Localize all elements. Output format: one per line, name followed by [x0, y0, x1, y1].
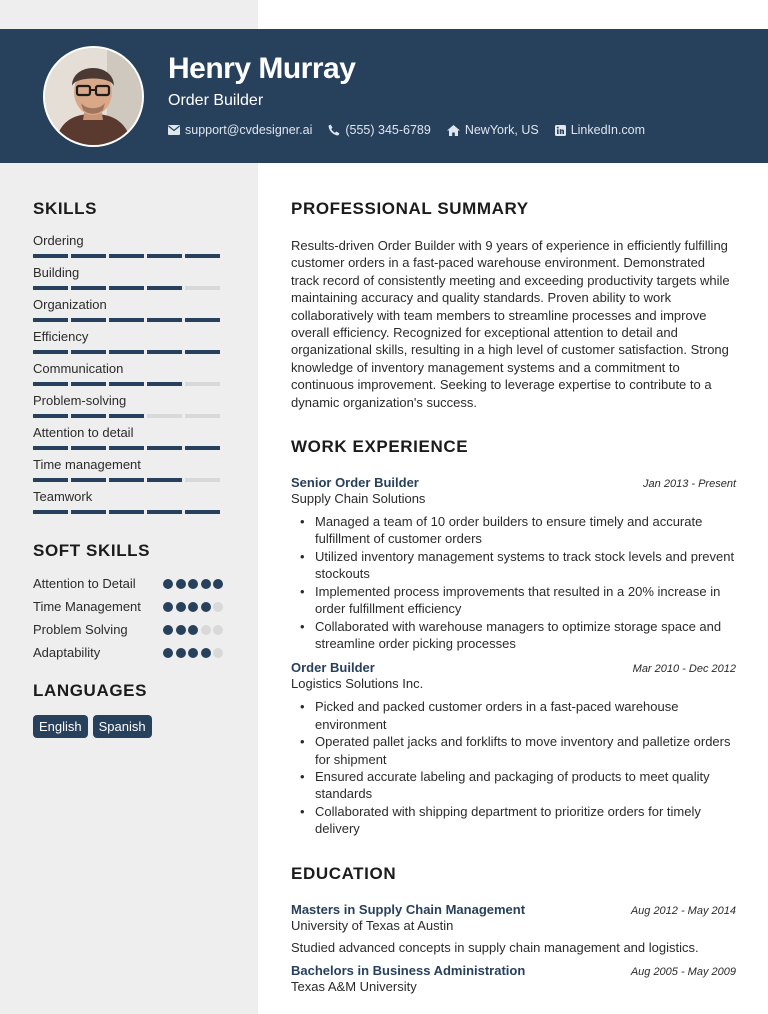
soft-skills-section: [33, 541, 223, 661]
phone-icon: [328, 124, 340, 136]
rating-dot: [213, 579, 223, 589]
skill-level-bar: [33, 254, 223, 258]
sidebar: [33, 199, 223, 738]
rating-dot: [188, 648, 198, 658]
education-entry: [291, 902, 736, 955]
skill-level-segment: [33, 478, 68, 482]
skill-level-segment: [147, 286, 182, 290]
skill-level-segment: [147, 318, 182, 322]
education-entry: [291, 963, 736, 994]
skill-level-segment: [33, 510, 68, 514]
rating-dot: [213, 648, 223, 658]
contact-phone[interactable]: [328, 123, 430, 137]
rating-dot: [176, 602, 186, 612]
experience-heading: WORK EXPERIENCE: [291, 437, 469, 457]
rating-dot: [201, 625, 211, 635]
soft-skill-rating: [161, 579, 224, 589]
contact-bar: [168, 123, 661, 137]
skill-level-segment: [185, 254, 220, 258]
profile-photo: [43, 46, 144, 147]
skill-level-segment: [33, 286, 68, 290]
languages-list: [33, 715, 223, 738]
job-bullet: • Picked and packed customer orders in a fast-paced warehouse environment: [315, 698, 736, 733]
skill-level-segment: [109, 382, 144, 386]
skill-name: Problem-solving: [33, 393, 127, 408]
skill-level-segment: [71, 382, 106, 386]
soft-skill-rating: [161, 625, 224, 635]
skill-name: Teamwork: [33, 489, 93, 504]
skill-level-segment: [33, 382, 68, 386]
soft-skill-item: [33, 598, 223, 615]
skill-level-segment: [71, 350, 106, 354]
skill-level-bar: [33, 446, 223, 450]
skill-level-segment: [185, 446, 220, 450]
skill-level-segment: [147, 382, 182, 386]
soft-skill-name: Time Management: [33, 599, 141, 614]
language-badge: English: [33, 715, 88, 738]
rating-dot: [176, 579, 186, 589]
linkedin-icon: [555, 125, 566, 136]
education-header: [291, 902, 736, 917]
soft-skill-rating: [161, 648, 224, 658]
education-section: [291, 864, 736, 994]
rating-dot: [213, 602, 223, 612]
skill-level-segment: [71, 510, 106, 514]
skill-level-segment: [185, 350, 220, 354]
education-header: [291, 963, 736, 978]
skill-level-segment: [109, 350, 144, 354]
job-bullet: • Managed a team of 10 order builders to ensure timely and accurate fulfillment of customer orders: [315, 513, 736, 548]
skill-level-segment: [185, 318, 220, 322]
skills-heading: SKILLS: [33, 199, 98, 218]
skill-level-segment: [71, 318, 106, 322]
soft-skill-name: Adaptability: [33, 645, 101, 660]
contact-location: [447, 123, 539, 137]
rating-dot: [176, 625, 186, 635]
skill-item: [33, 361, 223, 393]
candidate-name: Henry Murray: [168, 52, 356, 85]
soft-skills-heading: SOFT SKILLS: [33, 541, 151, 560]
job-bullet: • Collaborated with shipping department to prioritize orders for timely delivery: [315, 803, 736, 838]
education-date: Aug 2005 - May 2009: [630, 965, 736, 978]
contact-linkedin-text: LinkedIn.com: [570, 123, 646, 137]
skill-level-segment: [109, 510, 144, 514]
skill-item: [33, 233, 223, 265]
skill-level-segment: [71, 414, 106, 418]
soft-skills-list: [33, 575, 223, 661]
job-bullets: [291, 698, 736, 837]
job-title: Order Builder: [291, 660, 375, 676]
rating-dot: [213, 625, 223, 635]
education-description: Studied advanced concepts in supply chain management and logistics.: [291, 939, 699, 955]
skill-level-segment: [109, 478, 144, 482]
rating-dot: [163, 602, 173, 612]
language-badge: Spanish: [93, 715, 152, 738]
skill-level-bar: [33, 350, 223, 354]
job-bullets: [291, 513, 736, 652]
skill-level-bar: [33, 318, 223, 322]
skill-level-bar: [33, 286, 223, 290]
education-date: Aug 2012 - May 2014: [630, 904, 736, 917]
skill-name: Time management: [33, 457, 141, 472]
skill-level-segment: [71, 478, 106, 482]
skills-list: [33, 233, 223, 521]
skill-level-segment: [147, 254, 182, 258]
jobs-list: [291, 475, 736, 838]
soft-skill-name: Attention to Detail: [33, 576, 136, 591]
skill-level-segment: [33, 350, 68, 354]
summary-heading: PROFESSIONAL SUMMARY: [291, 199, 529, 218]
skill-level-segment: [185, 510, 220, 514]
soft-skill-item: [33, 621, 223, 638]
contact-linkedin[interactable]: [555, 123, 645, 137]
skill-level-segment: [147, 478, 182, 482]
soft-skill-item: [33, 575, 223, 592]
skill-level-segment: [185, 414, 220, 418]
education-heading: EDUCATION: [291, 863, 397, 883]
job-date: Mar 2010 - Dec 2012: [632, 663, 736, 676]
skill-level-segment: [33, 446, 68, 450]
skill-level-segment: [71, 254, 106, 258]
skill-level-segment: [147, 446, 182, 450]
education-list: [291, 902, 736, 994]
skill-item: [33, 489, 223, 521]
main-content: [291, 199, 736, 1002]
education-degree: Bachelors in Business Administration: [291, 962, 526, 978]
languages-section: [33, 681, 223, 738]
skill-level-segment: [109, 414, 144, 418]
contact-phone-text: (555) 345-6789: [345, 123, 431, 137]
skill-level-segment: [33, 414, 68, 418]
job-bullet: • Operated pallet jacks and forklifts to move inventory and palletize orders for shipment: [315, 733, 736, 768]
education-school: University of Texas at Austin: [291, 917, 454, 933]
soft-skill-name: Problem Solving: [33, 622, 128, 637]
skill-item: [33, 425, 223, 457]
skill-item: [33, 329, 223, 361]
skill-name: Ordering: [33, 233, 84, 248]
job-entry: [291, 660, 736, 837]
job-header: [291, 475, 736, 490]
skill-item: [33, 297, 223, 329]
rating-dot: [201, 579, 211, 589]
soft-skill-item: [33, 644, 223, 661]
education-degree: Masters in Supply Chain Management: [291, 901, 526, 917]
rating-dot: [201, 648, 211, 658]
skill-level-segment: [185, 382, 220, 386]
skill-name: Communication: [33, 361, 124, 376]
rating-dot: [176, 648, 186, 658]
skill-level-segment: [109, 318, 144, 322]
skill-level-segment: [185, 286, 220, 290]
skill-level-segment: [109, 446, 144, 450]
skill-level-bar: [33, 510, 223, 514]
home-icon: [447, 125, 460, 136]
job-bullet: • Implemented process improvements that resulted in a 20% increase in order fulfillment efficiency: [315, 583, 736, 618]
rating-dot: [188, 625, 198, 635]
job-bullet: • Utilized inventory management systems to track stock levels and prevent stockouts: [315, 548, 736, 583]
job-bullet: • Collaborated with warehouse managers to optimize storage space and streamline order picking processes: [315, 618, 736, 653]
skill-level-segment: [185, 478, 220, 482]
rating-dot: [163, 625, 173, 635]
rating-dot: [188, 602, 198, 612]
skill-level-segment: [33, 254, 68, 258]
job-bullet: • Ensured accurate labeling and packaging of products to meet quality standards: [315, 768, 736, 803]
skill-level-bar: [33, 478, 223, 482]
skill-level-segment: [71, 446, 106, 450]
education-school: Texas A&M University: [291, 978, 417, 994]
skill-level-segment: [147, 350, 182, 354]
skill-name: Attention to detail: [33, 425, 134, 440]
contact-email-text: support@cvdesigner.ai: [185, 123, 313, 137]
job-title: Senior Order Builder: [291, 475, 419, 491]
skill-name: Organization: [33, 297, 107, 312]
summary-section: [291, 199, 736, 411]
skill-name: Building: [33, 265, 80, 280]
skill-item: [33, 393, 223, 425]
skill-level-segment: [71, 286, 106, 290]
skill-item: [33, 265, 223, 297]
job-company: Supply Chain Solutions: [291, 491, 426, 507]
skill-level-bar: [33, 414, 223, 418]
experience-section: [291, 437, 736, 838]
job-entry: [291, 475, 736, 652]
resume-header: [0, 29, 768, 163]
skill-name: Efficiency: [33, 329, 89, 344]
skill-level-segment: [109, 254, 144, 258]
rating-dot: [201, 602, 211, 612]
job-company: Logistics Solutions Inc.: [291, 676, 424, 692]
skill-item: [33, 457, 223, 489]
job-date: Jan 2013 - Present: [643, 478, 736, 491]
candidate-title: Order Builder: [168, 92, 264, 109]
rating-dot: [163, 648, 173, 658]
rating-dot: [163, 579, 173, 589]
skill-level-segment: [33, 318, 68, 322]
contact-location-text: NewYork, US: [464, 123, 539, 137]
rating-dot: [188, 579, 198, 589]
skill-level-bar: [33, 382, 223, 386]
contact-email[interactable]: [168, 123, 312, 137]
skill-level-segment: [109, 286, 144, 290]
avatar-illustration: [45, 48, 142, 145]
soft-skill-rating: [161, 602, 224, 612]
summary-text: Results-driven Order Builder with 9 years of experience in efficiently fulfilling customer orders in a fast-paced warehouse environment. Demonstrated track record of consistently meeting and exceeding productivity targets while maintaining accuracy and quality standards. Proven ability to work collaboratively with team members to streamline processes and improve overall efficiency. Recognized for exceptional attention to detail and organizational skills, resulting in a high level of customer satisfaction. Strong knowledge of inventory management systems and a commitment to continuous improvement. Seeking to leverage expertise to contribute to a dynamic organization's success.: [291, 238, 730, 410]
languages-heading: LANGUAGES: [33, 681, 148, 700]
job-header: [291, 660, 736, 675]
skill-level-segment: [147, 414, 182, 418]
envelope-icon: [168, 125, 180, 135]
skill-level-segment: [147, 510, 182, 514]
